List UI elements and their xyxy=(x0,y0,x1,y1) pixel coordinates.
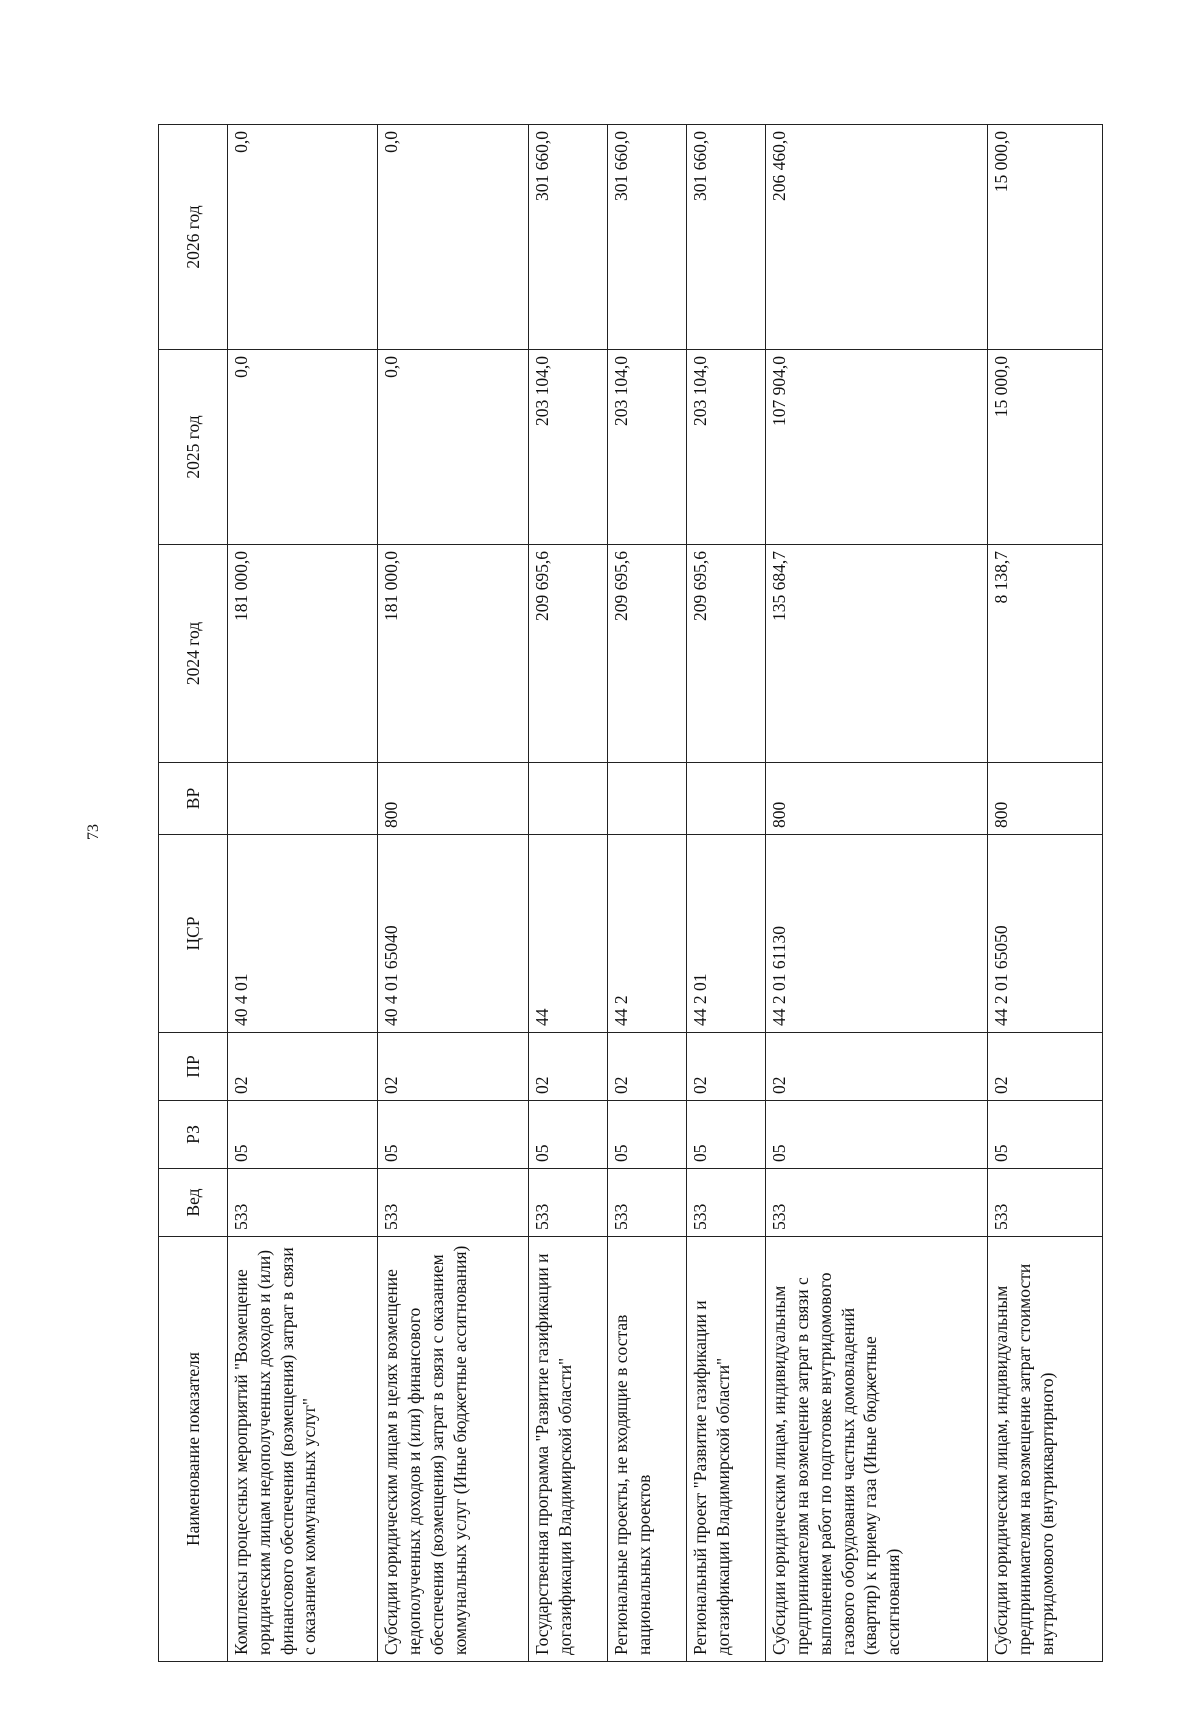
table-row xyxy=(988,125,1103,1662)
cell-rz: 05 xyxy=(988,1101,1103,1169)
cell-pr: 02 xyxy=(766,1033,988,1101)
cell-vr: 800 xyxy=(988,763,1103,835)
cell-vr: 800 xyxy=(766,763,988,835)
cell-name: Субсидии юридическим лицам, индивидуальным предпринимателям на возмещение затрат стоимости внутридомового (внутриквартирного) xyxy=(988,1237,1103,1662)
table-row xyxy=(528,125,607,1662)
cell-csr: 40 4 01 xyxy=(228,835,378,1033)
cell-2025: 203 104,0 xyxy=(528,350,607,545)
header-vr: ВР xyxy=(159,763,228,835)
header-csr: ЦСР xyxy=(159,835,228,1033)
header-rz: РЗ xyxy=(159,1101,228,1169)
header-2025: 2025 год xyxy=(159,350,228,545)
cell-2024: 135 684,7 xyxy=(766,545,988,763)
table-header-row xyxy=(159,125,228,1662)
cell-pr: 02 xyxy=(528,1033,607,1101)
cell-rz: 05 xyxy=(378,1101,528,1169)
header-ved: Вед xyxy=(159,1169,228,1237)
cell-ved: 533 xyxy=(988,1169,1103,1237)
cell-rz: 05 xyxy=(228,1101,378,1169)
cell-vr xyxy=(687,763,766,835)
cell-name: Субсидии юридическим лицам, индивидуальным предпринимателям на возмещение затрат в связи с выполнением работ по подготовке внутридомового газового оборудования частных домовладений (квартир) к приему газа (Иные бюджетные ассигнования) xyxy=(766,1237,988,1662)
cell-2024: 209 695,6 xyxy=(528,545,607,763)
cell-csr: 44 2 01 xyxy=(687,835,766,1033)
cell-2026: 0,0 xyxy=(228,125,378,350)
cell-2026: 0,0 xyxy=(378,125,528,350)
cell-pr: 02 xyxy=(608,1033,687,1101)
page-number: 73 xyxy=(85,824,102,840)
cell-name: Региональный проект "Развитие газификации и догазификации Владимирской области" xyxy=(687,1237,766,1662)
cell-pr: 02 xyxy=(228,1033,378,1101)
cell-rz: 05 xyxy=(528,1101,607,1169)
cell-name: Субсидии юридическим лицам в целях возмещение недополученных доходов и (или) финансового обеспечения (возмещения) затрат в связи с оказанием коммунальных услуг (Иные бюджетные ассигнования) xyxy=(378,1237,528,1662)
table-row xyxy=(687,125,766,1662)
header-name: Наименование показателя xyxy=(159,1237,228,1662)
cell-2025: 0,0 xyxy=(228,350,378,545)
cell-2026: 206 460,0 xyxy=(766,125,988,350)
cell-rz: 05 xyxy=(766,1101,988,1169)
cell-ved: 533 xyxy=(608,1169,687,1237)
cell-pr: 02 xyxy=(687,1033,766,1101)
cell-2026: 301 660,0 xyxy=(608,125,687,350)
cell-ved: 533 xyxy=(228,1169,378,1237)
cell-2026: 301 660,0 xyxy=(528,125,607,350)
cell-pr: 02 xyxy=(378,1033,528,1101)
cell-pr: 02 xyxy=(988,1033,1103,1101)
table-row xyxy=(378,125,528,1662)
cell-2025: 203 104,0 xyxy=(687,350,766,545)
cell-vr xyxy=(608,763,687,835)
cell-2024: 8 138,7 xyxy=(988,545,1103,763)
cell-csr: 44 2 xyxy=(608,835,687,1033)
header-2024: 2024 год xyxy=(159,545,228,763)
table-row xyxy=(608,125,687,1662)
budget-table xyxy=(158,124,1103,1662)
cell-2026: 15 000,0 xyxy=(988,125,1103,350)
cell-vr: 800 xyxy=(378,763,528,835)
cell-ved: 533 xyxy=(766,1169,988,1237)
cell-csr: 40 4 01 65040 xyxy=(378,835,528,1033)
cell-2024: 181 000,0 xyxy=(228,545,378,763)
cell-2026: 301 660,0 xyxy=(687,125,766,350)
cell-csr: 44 2 01 61130 xyxy=(766,835,988,1033)
cell-ved: 533 xyxy=(378,1169,528,1237)
cell-name: Региональные проекты, не входящие в состав национальных проектов xyxy=(608,1237,687,1662)
cell-csr: 44 xyxy=(528,835,607,1033)
cell-ved: 533 xyxy=(528,1169,607,1237)
cell-rz: 05 xyxy=(608,1101,687,1169)
cell-2025: 107 904,0 xyxy=(766,350,988,545)
cell-2025: 0,0 xyxy=(378,350,528,545)
cell-2025: 15 000,0 xyxy=(988,350,1103,545)
cell-2024: 181 000,0 xyxy=(378,545,528,763)
cell-rz: 05 xyxy=(687,1101,766,1169)
cell-2025: 203 104,0 xyxy=(608,350,687,545)
table-row xyxy=(228,125,378,1662)
cell-name: Комплексы процессных мероприятий "Возмещение юридическим лицам недополученных доходов и (или) финансового обеспечения (возмещения) затрат в связи с оказанием коммунальных услуг" xyxy=(228,1237,378,1662)
cell-csr: 44 2 01 65050 xyxy=(988,835,1103,1033)
cell-vr xyxy=(228,763,378,835)
cell-2024: 209 695,6 xyxy=(608,545,687,763)
cell-ved: 533 xyxy=(687,1169,766,1237)
table-row xyxy=(766,125,988,1662)
header-2026: 2026 год xyxy=(159,125,228,350)
cell-name: Государственная программа "Развитие газификации и догазификации Владимирской области" xyxy=(528,1237,607,1662)
cell-vr xyxy=(528,763,607,835)
cell-2024: 209 695,6 xyxy=(687,545,766,763)
header-pr: ПР xyxy=(159,1033,228,1101)
rotated-page-content xyxy=(158,125,1103,1662)
